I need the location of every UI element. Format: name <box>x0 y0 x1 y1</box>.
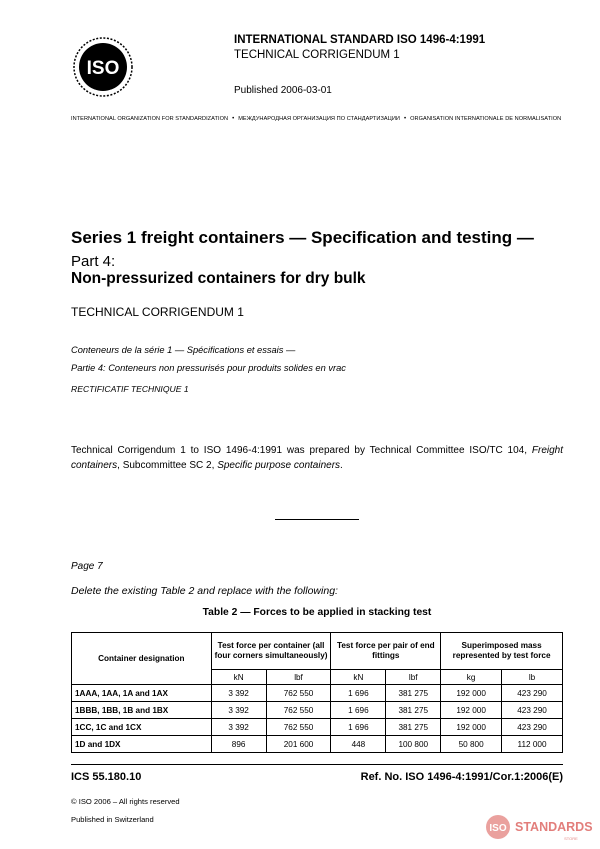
store-label: STANDARDS <box>515 820 593 834</box>
standard-title: INTERNATIONAL STANDARD ISO 1496-4:1991 <box>234 34 486 46</box>
org-name-ru: МЕЖДУНАРОДНАЯ ОРГАНИЗАЦИЯ ПО СТАНДАРТИЗАЦИИ <box>238 116 400 122</box>
row-label: 1AAA, 1AA, 1A and 1AX <box>72 685 212 702</box>
row-label: 1D and 1DX <box>72 736 212 753</box>
document-title: Series 1 freight containers — Specification and testing — <box>71 228 534 247</box>
table-cell: 201 600 <box>266 736 331 753</box>
table-cell: 762 550 <box>266 685 331 702</box>
unit-cell: kN <box>331 670 386 685</box>
intro-paragraph <box>71 443 563 473</box>
table-cell: 1 696 <box>331 719 386 736</box>
table-row <box>72 685 563 702</box>
header-container-designation: Container designation <box>72 633 212 685</box>
table-cell: 423 290 <box>502 719 563 736</box>
row-label: 1CC, 1C and 1CX <box>72 719 212 736</box>
table-row <box>72 702 563 719</box>
unit-cell: lbf <box>266 670 331 685</box>
subcommittee-name: Specific purpose containers <box>217 460 341 471</box>
table-cell: 896 <box>211 736 266 753</box>
org-name-fr: ORGANISATION INTERNATIONALE DE NORMALISATION <box>410 116 562 122</box>
unit-cell: kN <box>211 670 266 685</box>
table-cell: 762 550 <box>266 719 331 736</box>
corrigendum-label: TECHNICAL CORRIGENDUM 1 <box>234 49 400 61</box>
table-cell: 100 800 <box>386 736 441 753</box>
organization-line <box>71 116 571 122</box>
header-test-force: Test force per container (all four corners simultaneously) <box>211 633 331 670</box>
separator-line <box>275 519 359 520</box>
technical-corrigendum-label: TECHNICAL CORRIGENDUM 1 <box>71 305 244 319</box>
footer-rule <box>71 764 563 765</box>
french-rectificatif: RECTIFICATIF TECHNIQUE 1 <box>71 384 189 394</box>
table-row <box>72 736 563 753</box>
table-cell: 50 800 <box>441 736 502 753</box>
table-cell: 1 696 <box>331 685 386 702</box>
table-cell: 192 000 <box>441 719 502 736</box>
table-cell: 3 392 <box>211 685 266 702</box>
published-date: Published 2006-03-01 <box>234 85 332 96</box>
copyright-notice: © ISO 2006 – All rights reserved <box>71 797 180 806</box>
store-sub: STORE <box>564 836 578 841</box>
table-cell: 192 000 <box>441 685 502 702</box>
published-in: Published in Switzerland <box>71 815 154 824</box>
table-cell: 423 290 <box>502 685 563 702</box>
intro-text-3: . <box>340 460 343 471</box>
org-name-en: INTERNATIONAL ORGANIZATION FOR STANDARDIZATION <box>71 116 229 122</box>
intro-text-2: , Subcommittee SC 2, <box>117 460 218 471</box>
store-logo-text: ISO <box>489 823 507 834</box>
french-part: Partie 4: Conteneurs non pressurisés pour produits solides en vrac <box>71 363 346 373</box>
intro-text-1: Technical Corrigendum 1 to ISO 1496-4:1991 was prepared by Technical Committee ISO/TC 104, <box>71 445 532 456</box>
iso-logo <box>72 36 134 98</box>
table-cell: 3 392 <box>211 719 266 736</box>
table-cell: 423 290 <box>502 702 563 719</box>
row-label: 1BBB, 1BB, 1B and 1BX <box>72 702 212 719</box>
table-cell: 1 696 <box>331 702 386 719</box>
part-title: Non-pressurized containers for dry bulk <box>71 270 366 287</box>
iso-standards-store-badge <box>485 812 593 844</box>
table-row <box>72 719 563 736</box>
instruction-text: Delete the existing Table 2 and replace with the following: <box>71 585 338 597</box>
stacking-forces-table <box>71 632 563 753</box>
unit-cell: kg <box>441 670 502 685</box>
table-cell: 192 000 <box>441 702 502 719</box>
header-force-pair: Test force per pair of end fittings <box>331 633 441 670</box>
committee-name: Freight containers <box>71 445 563 471</box>
unit-cell: lb <box>502 670 563 685</box>
french-title: Conteneurs de la série 1 — Spécifications et essais — <box>71 345 296 355</box>
org-separator: • <box>232 116 235 122</box>
table-cell: 448 <box>331 736 386 753</box>
table-cell: 112 000 <box>502 736 563 753</box>
header-superimposed-mass: Superimposed mass represented by test force <box>441 633 563 670</box>
iso-logo-text: ISO <box>86 58 120 79</box>
unit-cell: lbf <box>386 670 441 685</box>
table-cell: 762 550 <box>266 702 331 719</box>
table-cell: 381 275 <box>386 719 441 736</box>
table-cell: 381 275 <box>386 685 441 702</box>
part-label: Part 4: <box>71 253 116 270</box>
table-cell: 381 275 <box>386 702 441 719</box>
table-caption: Table 2 — Forces to be applied in stacking test <box>202 607 432 618</box>
org-separator: • <box>403 116 407 122</box>
ics-code: ICS 55.180.10 <box>71 771 142 783</box>
reference-number: Ref. No. ISO 1496-4:1991/Cor.1:2006(E) <box>360 771 563 783</box>
page-reference: Page 7 <box>71 561 103 572</box>
table-cell: 3 392 <box>211 702 266 719</box>
